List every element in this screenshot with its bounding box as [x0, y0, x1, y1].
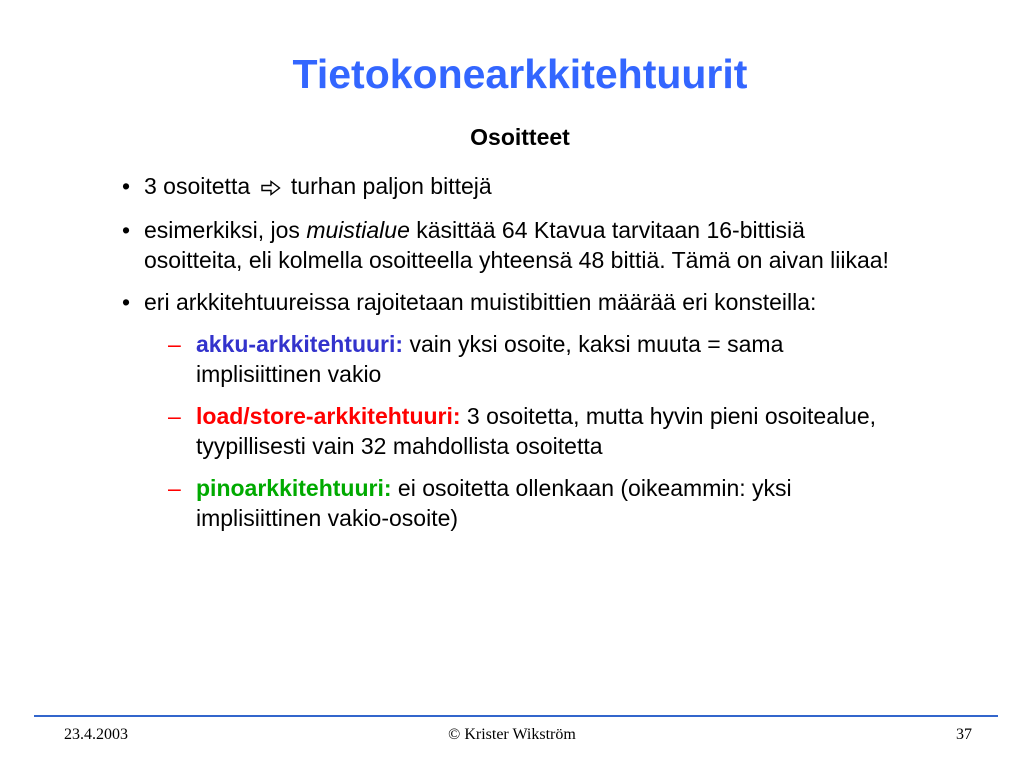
bullet-text-2b: käsittää 64 Ktavua tarvitaan 16-bittisiä osoitteita, eli kolmella osoitteella yhteensä 48 bittiä. Tämä on aivan liikaa! — [144, 217, 889, 273]
sub-item-pino — [118, 473, 898, 533]
bullet-item-3 — [118, 287, 898, 533]
bullet-emphasis-2: muistialue — [306, 217, 410, 243]
term-load-store: load/store-arkkitehtuuri: — [196, 403, 461, 429]
sub-item-akku — [118, 329, 898, 389]
slide-title: Tietokonearkkitehtuurit — [292, 51, 748, 97]
sub-text-pino: ei osoitetta ollenkaan (oikeammin: yksi implisiittinen vakio-osoite) — [196, 475, 792, 531]
sub-text-load-store: 3 osoitetta, mutta hyvin pieni osoitealue, tyypillisesti vain 32 mahdollista osoitetta — [196, 403, 877, 459]
term-pino: pinoarkkitehtuuri: — [196, 475, 392, 501]
dash-marker: – — [168, 475, 181, 501]
footer-date: 23.4.2003 — [64, 726, 128, 743]
dash-marker: – — [168, 403, 181, 429]
footer-divider — [34, 715, 998, 717]
bullet-list — [118, 171, 898, 545]
bullet-marker: • — [122, 289, 131, 315]
bullet-marker: • — [122, 217, 131, 243]
bullet-item-1 — [118, 171, 898, 203]
sub-text-akku: vain yksi osoite, kaksi muuta = sama implisiittinen vakio — [196, 331, 784, 387]
bullet-text-3: eri arkkitehtuureissa rajoitetaan muistibittien määrää eri konsteilla: — [144, 289, 817, 315]
footer-author: © Krister Wikström — [448, 726, 576, 743]
dash-marker: – — [168, 331, 181, 357]
bullet-item-2 — [118, 215, 898, 275]
bullet-text-1b: turhan paljon bittejä — [290, 173, 492, 199]
bullet-text-2a: esimerkiksi, jos — [144, 217, 307, 243]
bullet-marker: • — [122, 173, 131, 199]
bullet-text-1a: 3 osoitetta — [144, 173, 251, 199]
term-akku: akku-arkkitehtuuri: — [196, 331, 404, 357]
sub-bullet-list — [118, 329, 898, 533]
right-arrow-icon — [261, 173, 281, 203]
footer-page-number: 37 — [956, 726, 972, 743]
slide-subtitle: Osoitteet — [470, 124, 570, 150]
sub-item-load-store — [118, 401, 898, 461]
